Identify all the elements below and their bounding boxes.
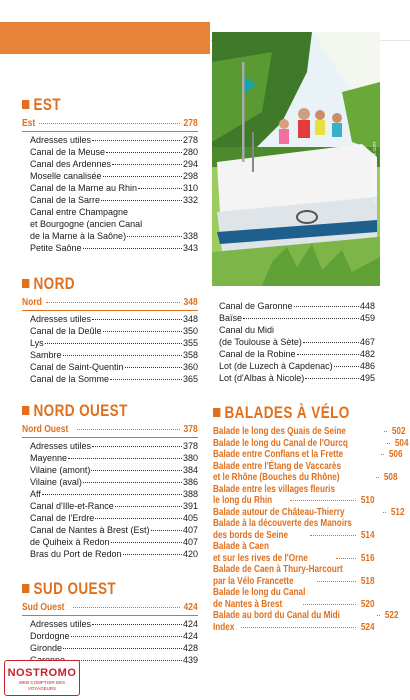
toc-head-nord-ouest[interactable]: Nord Ouest 378 [22,424,198,435]
balade-entry-row: Balade entre Conflans et la Frette 506 [213,448,403,460]
toc-entry[interactable]: Vilaine (aval) 386 [30,477,198,487]
section-nord-ouest [22,402,198,560]
balade-entry-line: Balade à la découverte des Manoirs [213,517,352,529]
balade-entry-row: et le Rhône (Bouches du Rhône) 508 [213,471,398,483]
toc-entry[interactable]: Baïse 459 [219,313,375,323]
boat-photo [212,32,380,286]
square-bullet-icon [22,100,29,109]
toc-entry[interactable]: Canal de Saint-Quentin 360 [30,362,198,372]
toc-entry[interactable]: Adresses utiles 378 [30,441,198,451]
balade-entry-line: Balade de Caen à Thury-Harcourt [213,563,343,575]
balade-entry[interactable] [213,564,375,587]
toc-entry[interactable]: Vilaine (amont) 384 [30,465,198,475]
head-rule [22,310,198,311]
toc-entry[interactable]: Petite Saône 343 [30,243,198,253]
square-bullet-icon [22,279,29,288]
balade-entry-row: de Nantes à Brest 520 [213,597,375,610]
nostromo-logo: NOSTROMO WEB COMPTOIR DES VOYAGEURS [4,660,80,696]
toc-entry[interactable]: Adresses utiles 278 [30,135,198,145]
toc-entry[interactable]: Canal de la Marne au Rhin 310 [30,183,198,193]
toc-multiline-label: Canal du Midi [219,325,275,335]
photo-credit: © Gallo / shutterstock.com [372,142,378,204]
balade-entry-row: Balade le long des Quais de Seine 502 [213,425,406,437]
section-title-est: EST [22,96,166,114]
section-midi-continued [219,300,375,384]
orange-header-bar [0,22,210,54]
toc-entry[interactable]: Lot (d'Albas à Nicole) 495 [219,373,375,383]
head-rule [22,615,198,616]
balade-entry[interactable] [213,459,398,484]
balade-entry-row: et sur les rives de l'Orne 516 [213,551,375,564]
balade-entry-row: Index 524 [213,620,375,633]
square-bullet-icon [213,408,220,417]
toc-entry[interactable]: Bras du Port de Redon 420 [30,549,198,559]
toc-entry[interactable]: Gironde 428 [30,643,198,653]
head-rule [22,131,198,132]
toc-entry[interactable]: Canal de la Somme 365 [30,374,198,384]
toc-entry[interactable]: de la Marne à la Saône) 338 [30,231,198,241]
toc-entry[interactable]: Sambre 358 [30,350,198,360]
toc-entry[interactable]: Lys 355 [30,338,198,348]
head-rule [22,437,198,438]
balade-entry[interactable] [213,541,375,564]
toc-entry[interactable]: Lot (de Luzech à Capdenac) 486 [219,361,375,371]
balade-entry[interactable] [213,484,375,507]
balade-entry-row: Balade autour de Château-Thierry 512 [213,505,405,518]
toc-entry[interactable]: 439 [22,654,198,666]
balade-entry[interactable] [213,518,375,541]
toc-entry[interactable]: Canal de la Sarre 332 [30,195,198,205]
balade-entry-line: Balade le long du Canal [213,586,306,598]
toc-entry[interactable]: Canal de Garonne 448 [219,301,375,311]
toc-entry[interactable]: Canal de Nantes à Brest (Est) 407 [30,525,198,535]
balade-entry-row: Balade le long du Canal de l'Ourcq 504 [213,436,409,449]
balade-entry-row: Balade au bord du Canal du Midi 522 [213,609,399,621]
toc-entry[interactable]: Moselle canalisée 298 [30,171,198,181]
balade-entry-row: des bords de Seine 514 [213,528,375,541]
toc-entry[interactable]: de Quiheix à Redon 407 [30,537,198,547]
toc-entry[interactable]: Canal de la Robine 482 [219,349,375,359]
toc-multiline-label: Canal entre Champagne [30,207,129,217]
square-bullet-icon [22,584,29,593]
square-bullet-icon [22,406,29,415]
toc-entry[interactable]: Adresses utiles 424 [30,619,198,629]
toc-entry[interactable]: Canal de la Deûle 350 [30,326,198,336]
boat-photo-illustration [212,32,380,286]
toc-multiline-label: et Bourgogne (ancien Canal [30,219,143,229]
balade-entry[interactable] [213,622,375,634]
balade-entry-row: le long du Rhin 510 [213,494,375,506]
section-balades-velo [213,404,409,633]
section-sud-ouest [22,580,198,666]
section-title-nord-ouest: NORD OUEST [22,402,166,420]
section-est [22,96,198,254]
balade-entry[interactable] [213,609,399,622]
toc-entry[interactable]: Dordogne 424 [30,631,198,641]
section-title-balades: BALADES À VÉLO [213,404,346,422]
toc-head-nord[interactable]: Nord 348 [22,297,198,308]
balade-entry-line: Balade à Caen [213,540,270,552]
section-title-sud-ouest: SUD OUEST [22,580,166,598]
toc-entry[interactable]: Canal de la Meuse 280 [30,147,198,157]
toc-entry[interactable]: Mayenne 380 [30,453,198,463]
balade-entry-line: Balade entre l'Étang de Vaccarès [213,459,342,472]
balade-entry-row: par la Vélo Francette 518 [213,574,375,587]
toc-entry[interactable]: Adresses utiles 348 [30,314,198,324]
toc-entry[interactable]: Canal de l'Erdre 405 [30,513,198,523]
toc-entry[interactable]: Aff 388 [30,489,198,499]
section-title-nord: NORD [22,275,166,293]
balade-entry-line: Balade entre les villages fleuris [213,482,336,495]
toc-entry[interactable]: Canal d'Ille-et-Rance 391 [30,501,198,511]
toc-head-sud-ouest[interactable]: Sud Ouest 424 [22,602,198,613]
section-nord [22,275,198,385]
toc-head-est[interactable]: Est 278 [22,118,198,129]
toc-entry[interactable]: Canal des Ardennes 294 [30,159,198,169]
balade-entry[interactable] [213,587,375,610]
toc-entry[interactable]: (de Toulouse à Sète) 467 [219,337,375,347]
